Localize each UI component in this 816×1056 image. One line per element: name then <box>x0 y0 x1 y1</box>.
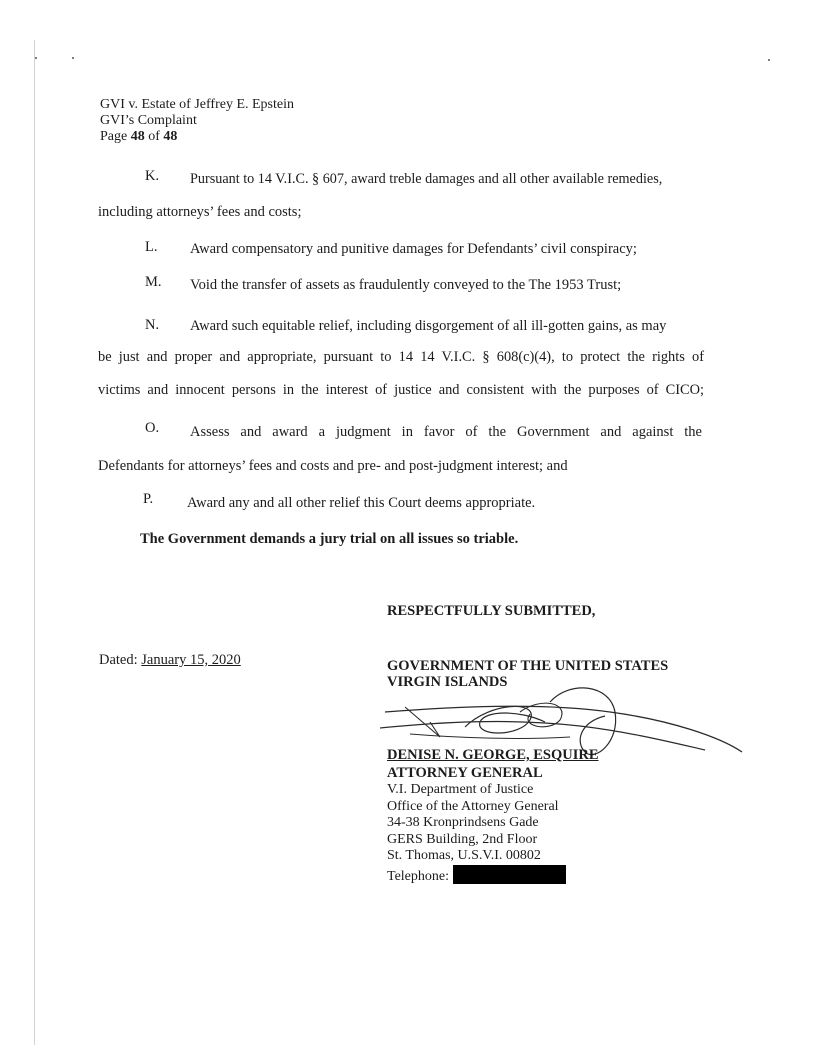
address-block <box>387 782 566 886</box>
item-p-text: Award any and all other relief this Court deems appropriate. <box>187 495 536 511</box>
jury-demand: The Government demands a jury trial on all issues so triable. <box>140 531 519 547</box>
item-n-text: Award such equitable relief, including disgorgement of all ill-gotten gains, as may <box>190 318 667 334</box>
item-p-letter: P. <box>143 491 154 507</box>
item-k-text: Pursuant to 14 V.I.C. § 607, award treble damages and all other available remedies, <box>190 171 663 187</box>
redaction-box <box>453 865 566 884</box>
page-number: Page 48 of 48 <box>100 129 178 144</box>
item-m-text: Void the transfer of assets as fraudulently conveyed to the The 1953 Trust; <box>190 277 622 293</box>
telephone-line: Telephone: <box>387 865 566 886</box>
scan-speck <box>35 57 37 59</box>
item-n-text-cont2: victims and innocent persons in the interest of justice and consistent with the purposes of CICO; <box>98 382 704 398</box>
government-name: GOVERNMENT OF THE UNITED STATES VIRGIN ISLANDS <box>387 658 669 690</box>
address-line: St. Thomas, U.S.V.I. 00802 <box>387 848 541 864</box>
item-o-text: Assess and award a judgment in favor of the Government and against the <box>190 424 702 440</box>
item-n-letter: N. <box>145 317 160 333</box>
page-header <box>100 97 294 145</box>
filing-date: January 15, 2020 <box>141 652 241 668</box>
scan-speck <box>72 57 74 59</box>
page-edge <box>34 40 35 1045</box>
address-line: Office of the Attorney General <box>387 798 559 814</box>
item-k-letter: K. <box>145 168 160 184</box>
attorney-title: ATTORNEY GENERAL <box>387 765 543 781</box>
item-n-text-cont: be just and proper and appropriate, pursuant to 14 14 V.I.C. § 608(c)(4), to protect the rights of <box>98 349 704 365</box>
item-k-text-cont: including attorneys’ fees and costs; <box>98 204 302 220</box>
attorney-name: DENISE N. GEORGE, ESQUIRE <box>387 747 599 763</box>
address-line: GERS Building, 2nd Floor <box>387 831 538 847</box>
item-o-letter: O. <box>145 420 160 436</box>
item-o-text-cont: Defendants for attorneys’ fees and costs and pre- and post-judgment interest; and <box>98 458 568 474</box>
address-line: 34-38 Kronprindsens Gade <box>387 815 539 831</box>
document-title: GVI’s Complaint <box>100 113 197 128</box>
case-caption: GVI v. Estate of Jeffrey E. Epstein <box>100 97 294 112</box>
scan-speck <box>768 59 770 61</box>
item-m-letter: M. <box>145 274 162 290</box>
address-line: V.I. Department of Justice <box>387 782 534 797</box>
respectfully-submitted: RESPECTFULLY SUBMITTED, <box>387 603 596 619</box>
date-line: Dated: January 15, 2020 <box>99 652 241 668</box>
item-l-text: Award compensatory and punitive damages for Defendants’ civil conspiracy; <box>190 241 637 257</box>
item-l-letter: L. <box>145 239 158 255</box>
